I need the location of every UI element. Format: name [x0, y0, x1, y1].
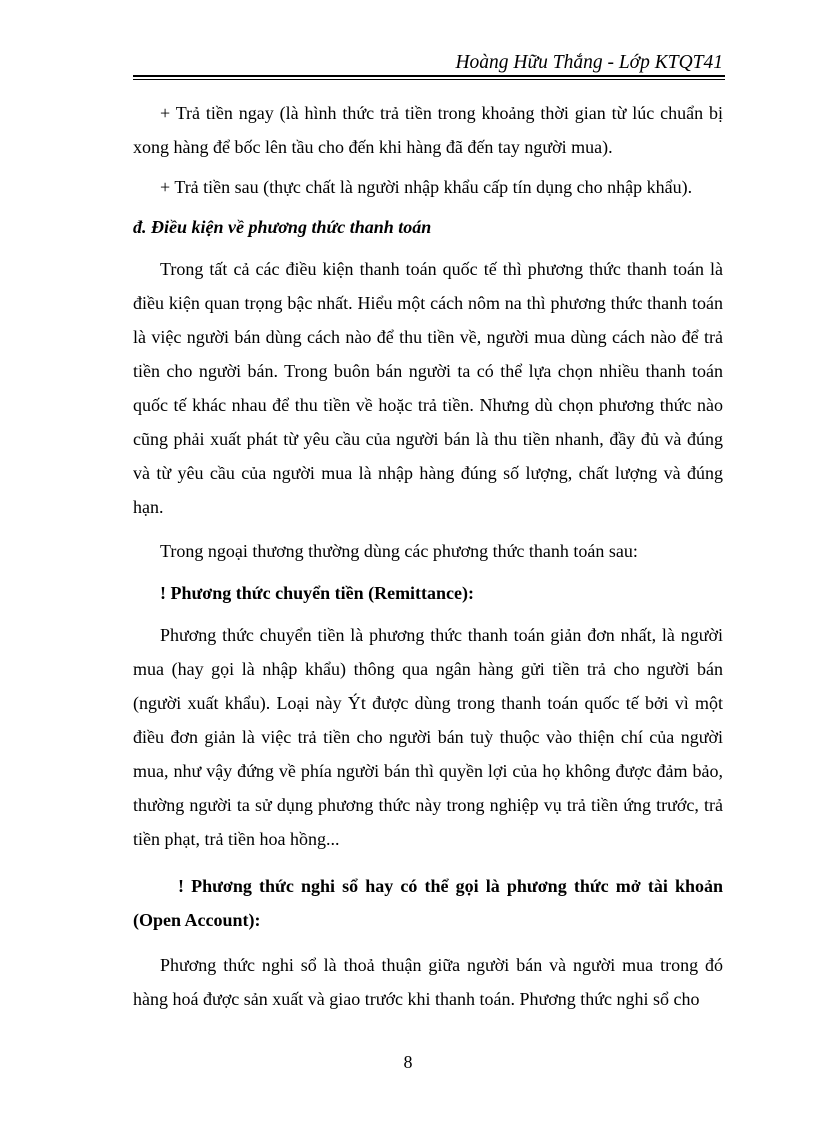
- methods-intro: Trong ngoại thương thường dùng các phương thức thanh toán sau:: [160, 541, 638, 561]
- open-account-paragraph: Phương thức nghi sổ là thoả thuận giữa người bán và người mua trong đó hàng hoá được sản xuất và giao trước khi thanh toán. Phương thức nghi sổ cho: [133, 955, 723, 1009]
- header-rule-thin: [133, 79, 725, 80]
- running-title: Hoàng Hữu Thắng - Lớp KTQT41: [455, 52, 723, 73]
- remittance-paragraph: Phương thức chuyển tiền là phương thức thanh toán giản đơn nhất, là người mua (hay gọi là nhập khẩu) thông qua ngân hàng gửi tiền trả cho người bán (người xuất khẩu). Loại này Ýt được dùng trong thanh toán quốc tế bởi vì một điều đơn giản là việc trả tiền cho người bán tuỳ thuộc vào thiện chí của người mua, như vậy đứng về phía người bán thì quyền lợi của họ không được đảm bảo, thường người ta sử dụng phương thức này trong nghiệp vụ trả tiền ứng trước, trả tiền phạt, trả tiền hoa hồng...: [133, 625, 723, 849]
- bullet-deferred-payment: + Trả tiền sau (thực chất là người nhập khẩu cấp tín dụng cho nhập khẩu).: [160, 177, 693, 197]
- bullet-immediate-payment: + Trả tiền ngay (là hình thức trả tiền trong khoảng thời gian từ lúc chuẩn bị xong hàng để bốc lên tầu cho đến khi hàng đã đến tay người mua).: [133, 103, 723, 157]
- header-rule-thick: [133, 75, 725, 77]
- intro-paragraph: Trong tất cả các điều kiện thanh toán quốc tế thì phương thức thanh toán là điều kiện quan trọng bậc nhất. Hiểu một cách nôm na thì phương thức thanh toán là việc người bán dùng cách nào để thu tiền về, người mua dùng cách nào để trả tiền cho người bán. Trong buôn bán người ta có thể lựa chọn nhiều thanh toán quốc tế khác nhau để thu tiền về hoặc trả tiền. Nhưng dù chọn phương thức nào cũng phải xuất phát từ yêu cầu của người bán là thu tiền nhanh, đầy đủ và đúng và từ yêu cầu của người mua là nhập hàng đúng số lượng, chất lượng và đúng hạn.: [133, 259, 723, 517]
- page-body: [133, 96, 723, 1016]
- page-header: [133, 50, 725, 80]
- page-number: 8: [403, 1052, 413, 1072]
- remittance-heading: ! Phương thức chuyển tiền (Remittance):: [160, 583, 475, 603]
- open-account-heading: ! Phương thức nghi sổ hay có thể gọi là phương thức mở tài khoản (Open Account):: [133, 876, 723, 930]
- section-heading: đ. Điều kiện về phương thức thanh toán: [133, 217, 432, 237]
